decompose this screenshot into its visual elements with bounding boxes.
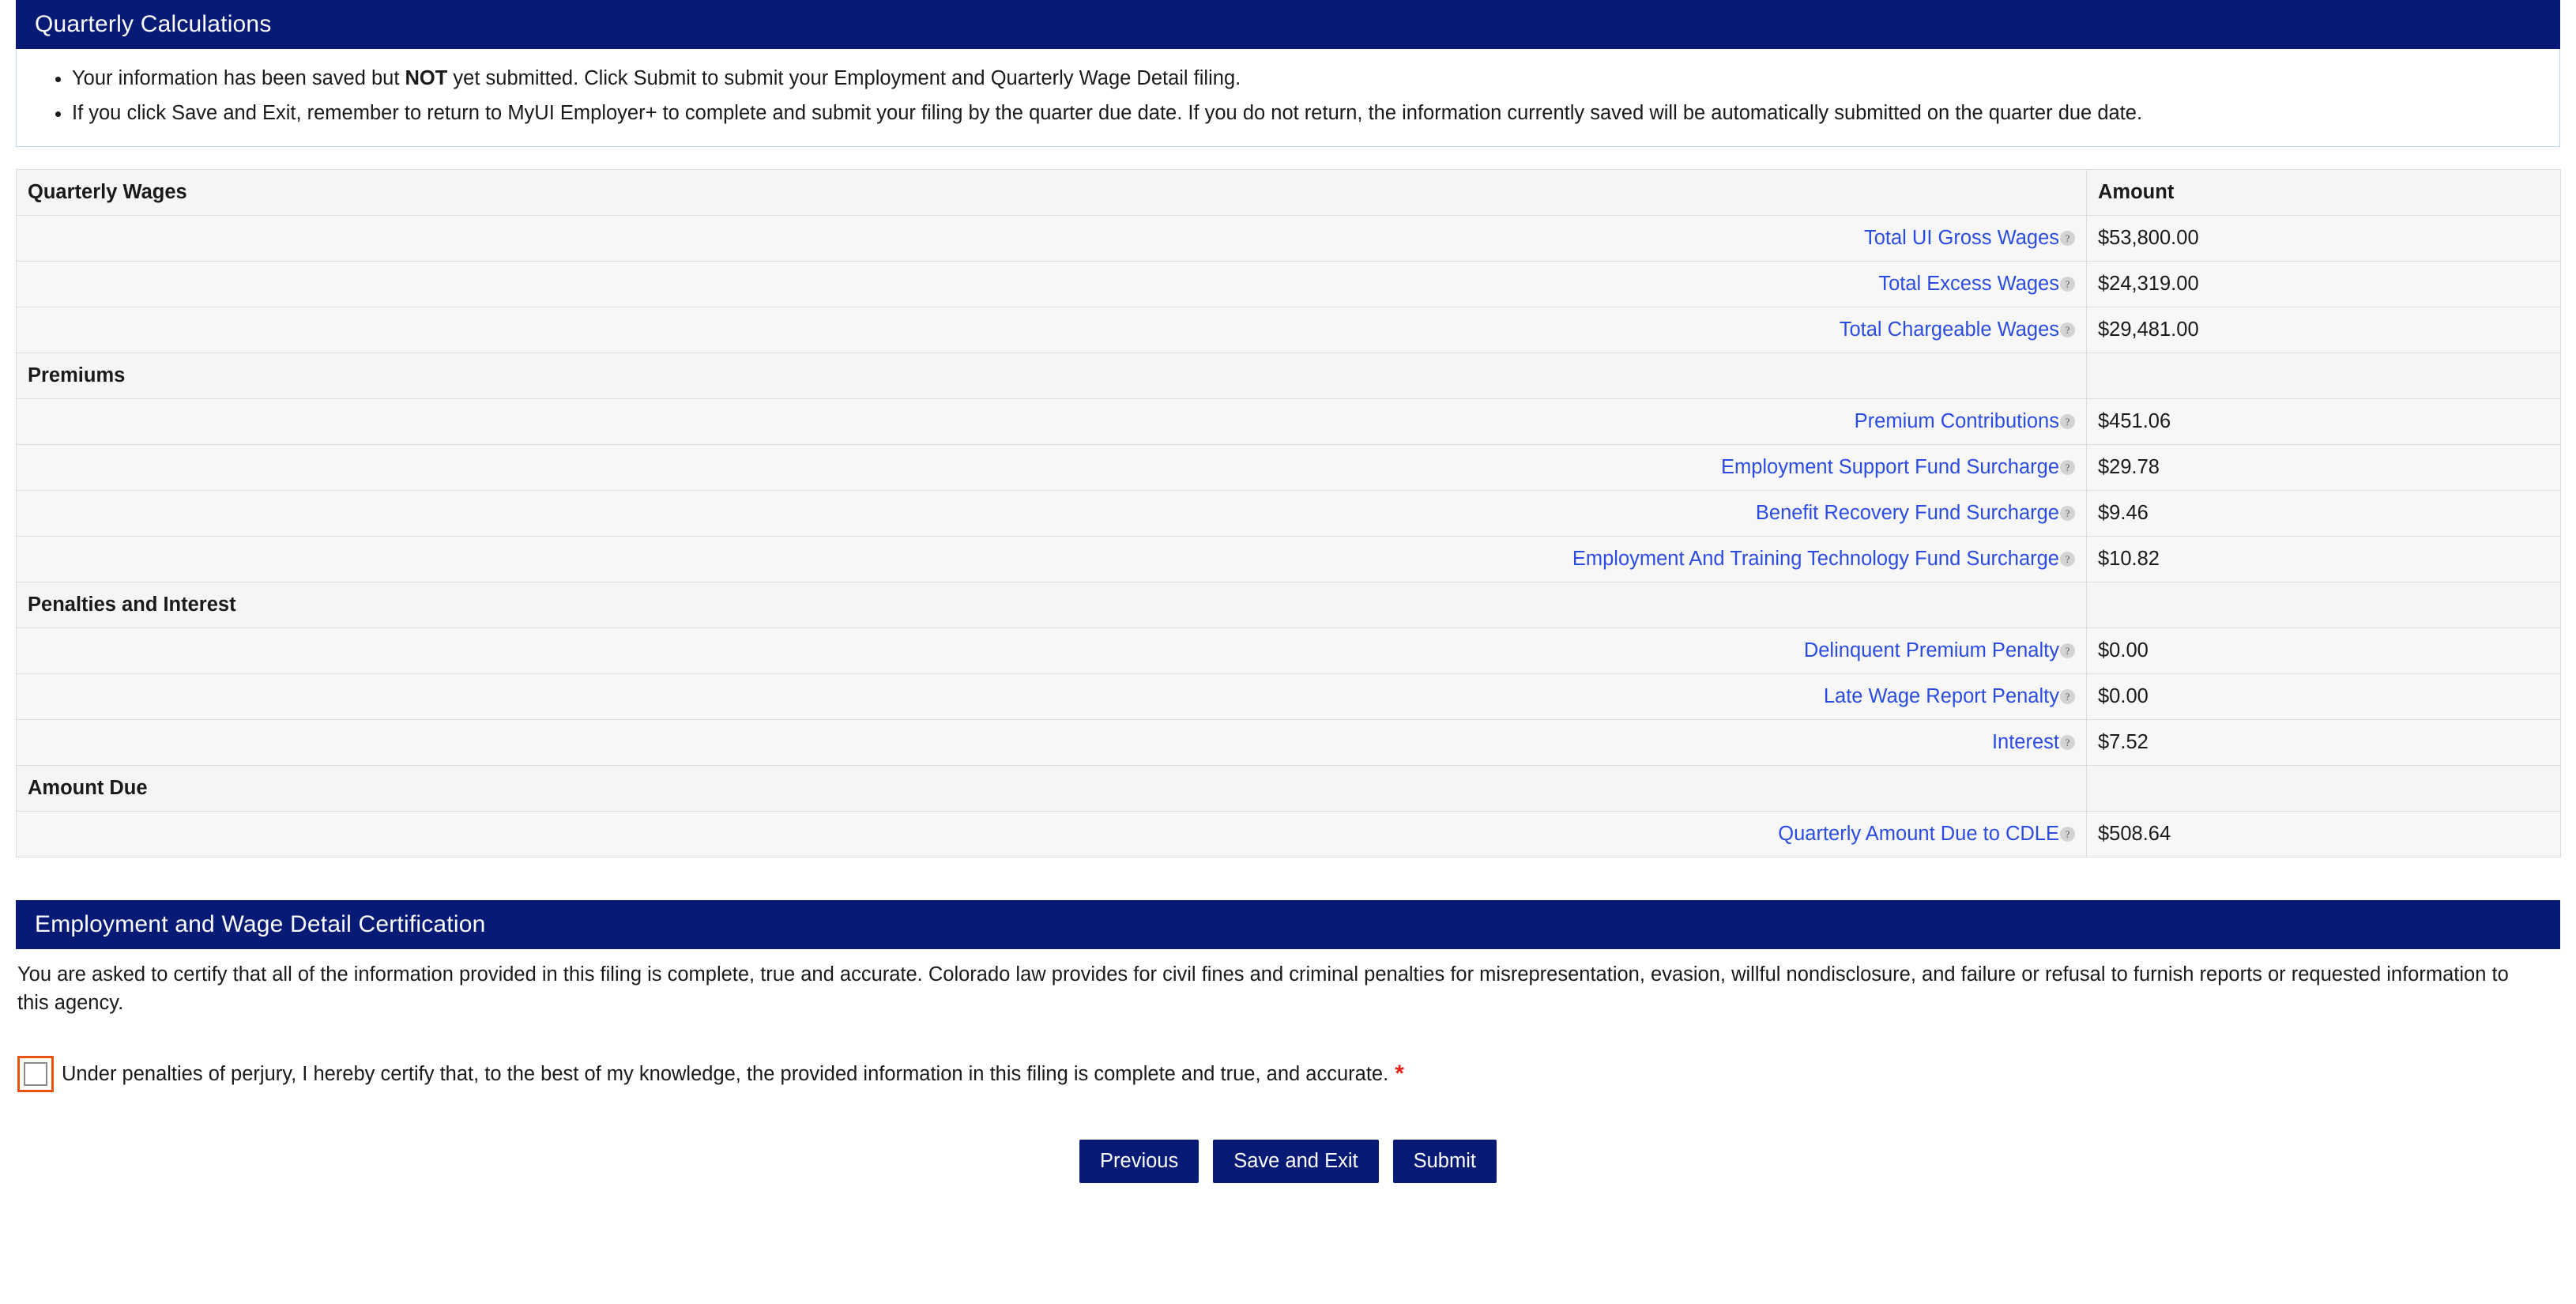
table-row: [17, 490, 2561, 536]
certification-checkbox-highlight: [17, 1056, 54, 1092]
required-field-marker: *: [1395, 1061, 1404, 1087]
link-employment-support-fund-surcharge[interactable]: Employment Support Fund Surcharge: [1720, 455, 2059, 478]
quarterly-calculations-section-header: Quarterly Calculations: [16, 0, 2560, 49]
group-label-premiums: Premiums: [17, 352, 2087, 398]
table-group-row-premiums: [17, 352, 2561, 398]
link-employment-and-training-technology-fund-surcharge[interactable]: Employment And Training Technology Fund Surcharge: [1572, 547, 2059, 570]
table-row: [17, 307, 2561, 352]
link-total-ui-gross-wages[interactable]: Total UI Gross Wages: [1863, 226, 2059, 249]
row-label-employment-support-fund-surcharge: [17, 444, 2087, 490]
row-amount-total-excess-wages: $24,319.00: [2087, 261, 2561, 307]
row-label-total-excess-wages: [17, 261, 2087, 307]
help-icon[interactable]: ?: [2060, 827, 2075, 842]
row-amount-benefit-recovery-fund-surcharge: $9.46: [2087, 490, 2561, 536]
row-amount-premium-contributions: $451.06: [2087, 398, 2561, 444]
link-benefit-recovery-fund-surcharge[interactable]: Benefit Recovery Fund Surcharge: [1755, 501, 2059, 524]
notice-prefix: Your information has been saved but: [72, 67, 405, 89]
notice-item-saved-not-submitted: [72, 63, 2540, 93]
help-icon[interactable]: ?: [2060, 231, 2075, 246]
row-amount-employment-support-fund-surcharge: $29.78: [2087, 444, 2561, 490]
table-header-row: [17, 169, 2561, 215]
row-label-quarterly-amount-due-to-cdle: [17, 811, 2087, 857]
link-total-chargeable-wages[interactable]: Total Chargeable Wages: [1839, 318, 2059, 341]
certification-checkbox-label: Under penalties of perjury, I hereby certify that, to the best of my knowledge, the provided information in this filing is complete and true, and accurate.: [62, 1062, 1389, 1085]
table-row: [17, 444, 2561, 490]
row-amount-late-wage-report-penalty: $0.00: [2087, 673, 2561, 719]
group-label-penalties-and-interest: Penalties and Interest: [17, 582, 2087, 628]
table-row: [17, 719, 2561, 765]
table-row: [17, 811, 2561, 857]
help-icon[interactable]: ?: [2060, 689, 2075, 704]
form-action-buttons: [16, 1140, 2560, 1183]
link-quarterly-amount-due-to-cdle[interactable]: Quarterly Amount Due to CDLE: [1778, 822, 2059, 845]
row-amount-interest: $7.52: [2087, 719, 2561, 765]
table-row: [17, 261, 2561, 307]
table-row: [17, 536, 2561, 582]
table-row: [17, 398, 2561, 444]
row-label-total-ui-gross-wages: [17, 215, 2087, 261]
help-icon[interactable]: ?: [2060, 552, 2075, 567]
filing-status-notice: [16, 49, 2560, 147]
quarterly-calculations-table: [16, 169, 2561, 857]
help-icon[interactable]: ?: [2060, 322, 2075, 337]
table-row: [17, 628, 2561, 673]
certification-checkbox[interactable]: [24, 1062, 47, 1086]
link-late-wage-report-penalty[interactable]: Late Wage Report Penalty: [1823, 684, 2059, 707]
row-label-benefit-recovery-fund-surcharge: [17, 490, 2087, 536]
help-icon[interactable]: ?: [2060, 414, 2075, 429]
row-amount-total-ui-gross-wages: $53,800.00: [2087, 215, 2561, 261]
link-interest[interactable]: Interest: [1991, 730, 2059, 753]
column-header-quarterly-wages: Quarterly Wages: [17, 169, 2087, 215]
row-label-delinquent-premium-penalty: [17, 628, 2087, 673]
link-premium-contributions[interactable]: Premium Contributions: [1854, 409, 2059, 432]
notice-suffix: yet submitted. Click Submit to submit your Employment and Quarterly Wage Detail filing.: [447, 67, 1241, 89]
row-amount-employment-and-training-technology-fund-surcharge: $10.82: [2087, 536, 2561, 582]
table-group-row-amount-due: [17, 765, 2561, 811]
submit-button[interactable]: Submit: [1393, 1140, 1497, 1183]
help-icon[interactable]: ?: [2060, 277, 2075, 292]
row-amount-total-chargeable-wages: $29,481.00: [2087, 307, 2561, 352]
notice-prefix-2: If you click Save and Exit, remember to return to MyUI Employer+ to complete and submit your filing by the quarter due date. If you do not return, the information currently saved will be automatically submitted on the quarter due date.: [72, 102, 2143, 125]
notice-list: [36, 63, 2540, 129]
help-icon[interactable]: ?: [2060, 735, 2075, 750]
link-total-excess-wages[interactable]: Total Excess Wages: [1878, 272, 2059, 295]
help-icon[interactable]: ?: [2060, 460, 2075, 475]
certification-checkbox-row: [16, 1056, 2560, 1092]
previous-button[interactable]: Previous: [1079, 1140, 1199, 1183]
notice-item-save-and-exit: [72, 98, 2540, 128]
link-delinquent-premium-penalty[interactable]: Delinquent Premium Penalty: [1803, 639, 2059, 661]
table-body: [17, 215, 2561, 857]
column-header-amount: Amount: [2087, 169, 2561, 215]
table-row: [17, 673, 2561, 719]
row-label-employment-and-training-technology-fund-surcharge: [17, 536, 2087, 582]
save-and-exit-button[interactable]: Save and Exit: [1213, 1140, 1378, 1183]
notice-bold: NOT: [405, 67, 448, 89]
row-label-premium-contributions: [17, 398, 2087, 444]
group-amount-amount-due: [2087, 765, 2561, 811]
certification-section-header: Employment and Wage Detail Certification: [16, 900, 2560, 949]
group-label-amount-due: Amount Due: [17, 765, 2087, 811]
row-label-total-chargeable-wages: [17, 307, 2087, 352]
row-amount-delinquent-premium-penalty: $0.00: [2087, 628, 2561, 673]
row-label-interest: [17, 719, 2087, 765]
table-row: [17, 215, 2561, 261]
group-amount-penalties-and-interest: [2087, 582, 2561, 628]
help-icon[interactable]: ?: [2060, 506, 2075, 521]
help-icon[interactable]: ?: [2060, 643, 2075, 658]
table-group-row-penalties-and-interest: [17, 582, 2561, 628]
row-amount-quarterly-amount-due-to-cdle: $508.64: [2087, 811, 2561, 857]
certification-body-text: You are asked to certify that all of the information provided in this filing is complete, true and accurate. Colorado law provides for civil fines and criminal penalties for misrepresentation, evasion, willful nondisclosure, and failure or refusal to furnish reports or requested information to this agency.: [17, 963, 2509, 1015]
row-label-late-wage-report-penalty: [17, 673, 2087, 719]
group-amount-premiums: [2087, 352, 2561, 398]
